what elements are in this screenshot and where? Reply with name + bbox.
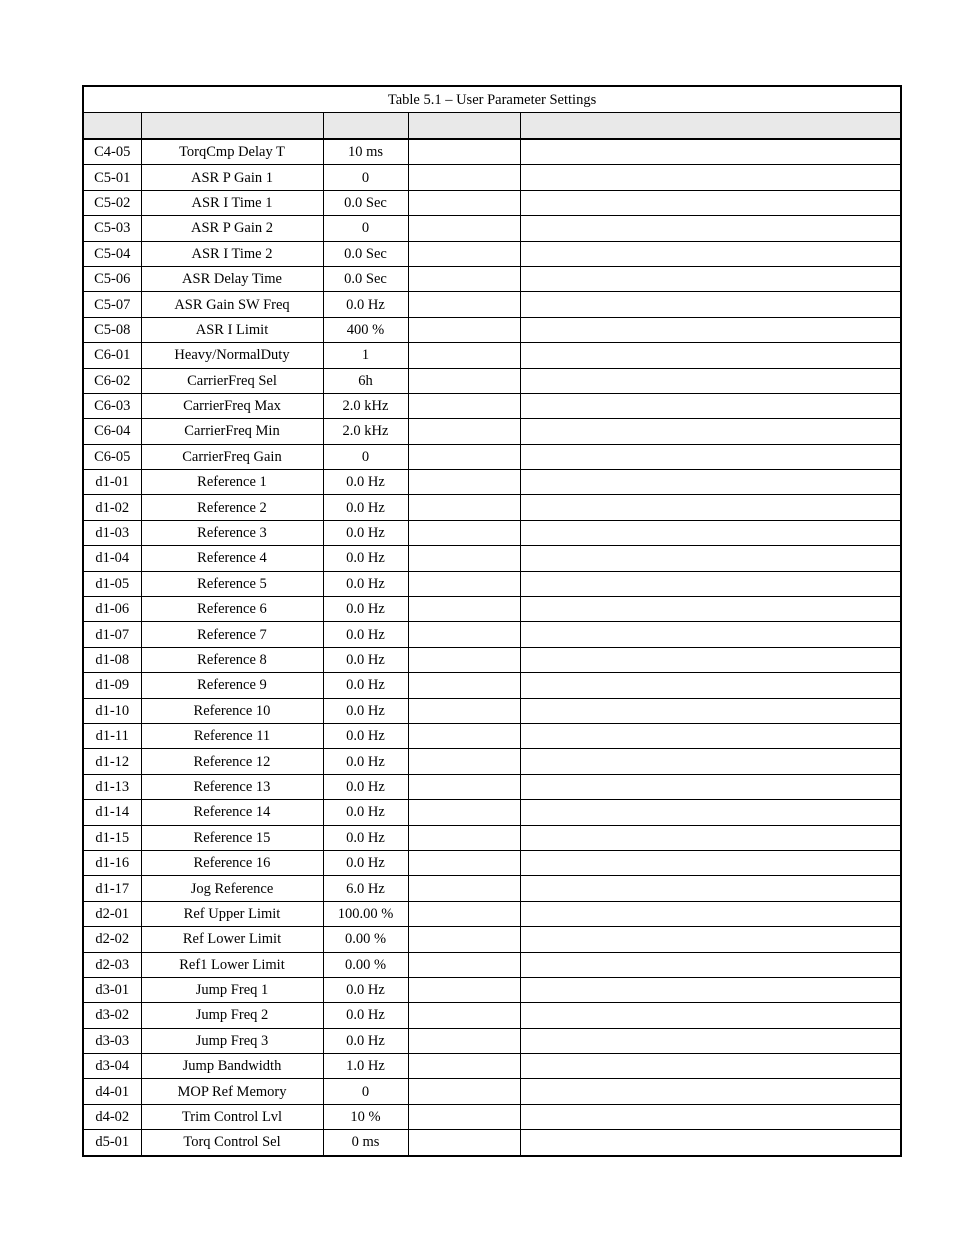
param-code-cell: C6-03: [83, 393, 141, 418]
param-code-cell: C4-05: [83, 139, 141, 165]
param-notes-cell: [520, 1054, 901, 1079]
table-row: [83, 393, 901, 418]
param-notes-cell: [520, 520, 901, 545]
param-name-cell: Ref1 Lower Limit: [141, 952, 323, 977]
param-default-cell: 10 %: [323, 1104, 408, 1129]
param-default-cell: 0.0 Hz: [323, 292, 408, 317]
param-name-cell: Reference 14: [141, 800, 323, 825]
table-row: [83, 1079, 901, 1104]
param-user-setting-cell: [408, 292, 520, 317]
param-code-cell: C5-08: [83, 317, 141, 342]
param-name-cell: Jog Reference: [141, 876, 323, 901]
param-code-cell: d1-11: [83, 723, 141, 748]
param-name-cell: ASR P Gain 2: [141, 216, 323, 241]
table-row: [83, 647, 901, 672]
param-user-setting-cell: [408, 520, 520, 545]
param-name-cell: Reference 3: [141, 520, 323, 545]
table-row: [83, 546, 901, 571]
table-row: [83, 698, 901, 723]
param-notes-cell: [520, 901, 901, 926]
param-code-cell: d1-13: [83, 774, 141, 799]
param-notes-cell: [520, 1003, 901, 1028]
param-notes-cell: [520, 876, 901, 901]
param-code-cell: d1-09: [83, 673, 141, 698]
table-row: [83, 825, 901, 850]
param-notes-cell: [520, 825, 901, 850]
param-notes-cell: [520, 241, 901, 266]
param-name-cell: ASR I Time 2: [141, 241, 323, 266]
table-row: [83, 952, 901, 977]
param-name-cell: Reference 2: [141, 495, 323, 520]
param-default-cell: 0.0 Hz: [323, 647, 408, 672]
param-default-cell: 0.0 Hz: [323, 1003, 408, 1028]
param-name-cell: TorqCmp Delay T: [141, 139, 323, 165]
table-row: [83, 165, 901, 190]
param-default-cell: 0.0 Hz: [323, 698, 408, 723]
param-name-cell: Reference 16: [141, 850, 323, 875]
param-notes-cell: [520, 393, 901, 418]
param-user-setting-cell: [408, 825, 520, 850]
header-cell: [520, 113, 901, 140]
param-default-cell: 1: [323, 343, 408, 368]
param-user-setting-cell: [408, 800, 520, 825]
table-row: [83, 597, 901, 622]
param-code-cell: d2-01: [83, 901, 141, 926]
param-user-setting-cell: [408, 850, 520, 875]
param-notes-cell: [520, 1130, 901, 1156]
table-row: [83, 470, 901, 495]
param-name-cell: Reference 10: [141, 698, 323, 723]
param-name-cell: Trim Control Lvl: [141, 1104, 323, 1129]
param-user-setting-cell: [408, 673, 520, 698]
table-row: [83, 1104, 901, 1129]
param-name-cell: ASR Delay Time: [141, 266, 323, 291]
param-name-cell: Reference 7: [141, 622, 323, 647]
param-user-setting-cell: [408, 774, 520, 799]
param-user-setting-cell: [408, 1028, 520, 1053]
table-row: [83, 723, 901, 748]
param-default-cell: 0.0 Hz: [323, 1028, 408, 1053]
param-user-setting-cell: [408, 393, 520, 418]
param-name-cell: Reference 1: [141, 470, 323, 495]
table-row: [83, 800, 901, 825]
param-default-cell: 0.0 Hz: [323, 597, 408, 622]
param-user-setting-cell: [408, 266, 520, 291]
param-code-cell: d1-08: [83, 647, 141, 672]
param-code-cell: d1-06: [83, 597, 141, 622]
param-default-cell: 0: [323, 165, 408, 190]
param-default-cell: 0.0 Hz: [323, 520, 408, 545]
param-user-setting-cell: [408, 698, 520, 723]
table-row: [83, 317, 901, 342]
param-notes-cell: [520, 571, 901, 596]
param-notes-cell: [520, 927, 901, 952]
param-default-cell: 0.0 Hz: [323, 470, 408, 495]
table-row: [83, 419, 901, 444]
param-code-cell: C6-04: [83, 419, 141, 444]
table-row: [83, 977, 901, 1002]
param-user-setting-cell: [408, 1054, 520, 1079]
param-user-setting-cell: [408, 317, 520, 342]
param-code-cell: d1-12: [83, 749, 141, 774]
param-name-cell: Ref Lower Limit: [141, 927, 323, 952]
param-user-setting-cell: [408, 216, 520, 241]
param-user-setting-cell: [408, 470, 520, 495]
param-user-setting-cell: [408, 876, 520, 901]
param-default-cell: 0.0 Sec: [323, 266, 408, 291]
param-user-setting-cell: [408, 952, 520, 977]
param-code-cell: d1-15: [83, 825, 141, 850]
table-row: [83, 1003, 901, 1028]
param-default-cell: 0.0 Hz: [323, 571, 408, 596]
param-default-cell: 6.0 Hz: [323, 876, 408, 901]
param-user-setting-cell: [408, 1104, 520, 1129]
param-notes-cell: [520, 723, 901, 748]
param-notes-cell: [520, 444, 901, 469]
param-default-cell: 0.0 Hz: [323, 622, 408, 647]
table-row: [83, 622, 901, 647]
param-name-cell: Jump Freq 2: [141, 1003, 323, 1028]
param-user-setting-cell: [408, 139, 520, 165]
table-row: [83, 292, 901, 317]
param-name-cell: Reference 9: [141, 673, 323, 698]
param-notes-cell: [520, 139, 901, 165]
param-code-cell: d2-03: [83, 952, 141, 977]
param-name-cell: CarrierFreq Max: [141, 393, 323, 418]
param-name-cell: Reference 4: [141, 546, 323, 571]
param-code-cell: d3-01: [83, 977, 141, 1002]
header-cell: [83, 113, 141, 140]
param-user-setting-cell: [408, 1130, 520, 1156]
param-code-cell: d1-17: [83, 876, 141, 901]
param-default-cell: 0.0 Hz: [323, 774, 408, 799]
param-notes-cell: [520, 622, 901, 647]
param-user-setting-cell: [408, 546, 520, 571]
param-default-cell: 0: [323, 1079, 408, 1104]
param-notes-cell: [520, 343, 901, 368]
param-code-cell: d1-05: [83, 571, 141, 596]
param-name-cell: Reference 13: [141, 774, 323, 799]
param-name-cell: ASR Gain SW Freq: [141, 292, 323, 317]
header-cell: [408, 113, 520, 140]
param-notes-cell: [520, 495, 901, 520]
table-row: [83, 1028, 901, 1053]
param-user-setting-cell: [408, 190, 520, 215]
table-title: Table 5.1 – User Parameter Settings: [83, 86, 901, 113]
param-code-cell: d5-01: [83, 1130, 141, 1156]
param-notes-cell: [520, 419, 901, 444]
param-default-cell: 0.0 Hz: [323, 850, 408, 875]
param-default-cell: 100.00 %: [323, 901, 408, 926]
param-default-cell: 0.0 Hz: [323, 749, 408, 774]
param-code-cell: d1-14: [83, 800, 141, 825]
param-default-cell: 0: [323, 216, 408, 241]
header-cell: [141, 113, 323, 140]
table-row: [83, 901, 901, 926]
param-user-setting-cell: [408, 927, 520, 952]
param-default-cell: 2.0 kHz: [323, 393, 408, 418]
param-user-setting-cell: [408, 977, 520, 1002]
param-code-cell: C5-02: [83, 190, 141, 215]
table-row: [83, 190, 901, 215]
param-user-setting-cell: [408, 241, 520, 266]
table-row: [83, 241, 901, 266]
param-notes-cell: [520, 470, 901, 495]
param-notes-cell: [520, 368, 901, 393]
param-code-cell: d3-02: [83, 1003, 141, 1028]
param-name-cell: ASR I Limit: [141, 317, 323, 342]
header-cell: [323, 113, 408, 140]
param-notes-cell: [520, 317, 901, 342]
param-default-cell: 0.0 Sec: [323, 190, 408, 215]
param-code-cell: C6-01: [83, 343, 141, 368]
parameter-table: [82, 85, 902, 1157]
param-default-cell: 2.0 kHz: [323, 419, 408, 444]
param-notes-cell: [520, 673, 901, 698]
param-code-cell: C5-06: [83, 266, 141, 291]
table-row: [83, 368, 901, 393]
param-notes-cell: [520, 952, 901, 977]
table-header-row: [83, 113, 901, 140]
param-default-cell: 0.0 Hz: [323, 546, 408, 571]
param-code-cell: C5-01: [83, 165, 141, 190]
table-row: [83, 444, 901, 469]
param-user-setting-cell: [408, 622, 520, 647]
param-notes-cell: [520, 1028, 901, 1053]
param-code-cell: d1-16: [83, 850, 141, 875]
table-row: [83, 850, 901, 875]
param-default-cell: 1.0 Hz: [323, 1054, 408, 1079]
param-name-cell: CarrierFreq Sel: [141, 368, 323, 393]
param-notes-cell: [520, 977, 901, 1002]
param-default-cell: 0.00 %: [323, 952, 408, 977]
param-name-cell: Reference 15: [141, 825, 323, 850]
param-notes-cell: [520, 647, 901, 672]
param-code-cell: d1-03: [83, 520, 141, 545]
param-name-cell: Reference 8: [141, 647, 323, 672]
param-name-cell: ASR P Gain 1: [141, 165, 323, 190]
param-name-cell: CarrierFreq Min: [141, 419, 323, 444]
param-user-setting-cell: [408, 647, 520, 672]
param-code-cell: d1-04: [83, 546, 141, 571]
param-code-cell: d4-01: [83, 1079, 141, 1104]
param-notes-cell: [520, 774, 901, 799]
table-row: [83, 571, 901, 596]
param-name-cell: Jump Freq 3: [141, 1028, 323, 1053]
param-user-setting-cell: [408, 419, 520, 444]
param-code-cell: C6-05: [83, 444, 141, 469]
param-name-cell: CarrierFreq Gain: [141, 444, 323, 469]
param-default-cell: 0.0 Hz: [323, 673, 408, 698]
param-default-cell: 0.0 Hz: [323, 800, 408, 825]
table-row: [83, 343, 901, 368]
param-user-setting-cell: [408, 1003, 520, 1028]
param-name-cell: MOP Ref Memory: [141, 1079, 323, 1104]
param-default-cell: 0.0 Hz: [323, 495, 408, 520]
param-user-setting-cell: [408, 368, 520, 393]
param-code-cell: d1-10: [83, 698, 141, 723]
table-row: [83, 774, 901, 799]
param-code-cell: d3-03: [83, 1028, 141, 1053]
table-row: [83, 520, 901, 545]
param-name-cell: Jump Freq 1: [141, 977, 323, 1002]
param-user-setting-cell: [408, 749, 520, 774]
param-default-cell: 0 ms: [323, 1130, 408, 1156]
table-title-row: [83, 86, 901, 113]
param-default-cell: 400 %: [323, 317, 408, 342]
param-code-cell: d2-02: [83, 927, 141, 952]
param-notes-cell: [520, 698, 901, 723]
param-user-setting-cell: [408, 165, 520, 190]
param-user-setting-cell: [408, 444, 520, 469]
table-row: [83, 673, 901, 698]
table-row: [83, 876, 901, 901]
param-user-setting-cell: [408, 901, 520, 926]
param-notes-cell: [520, 1104, 901, 1129]
param-default-cell: 0.0 Hz: [323, 977, 408, 1002]
param-code-cell: d1-01: [83, 470, 141, 495]
param-default-cell: 10 ms: [323, 139, 408, 165]
param-default-cell: 0.0 Hz: [323, 825, 408, 850]
param-name-cell: Reference 11: [141, 723, 323, 748]
param-notes-cell: [520, 190, 901, 215]
param-code-cell: d3-04: [83, 1054, 141, 1079]
param-name-cell: Reference 6: [141, 597, 323, 622]
param-code-cell: d1-02: [83, 495, 141, 520]
table-row: [83, 495, 901, 520]
table-row: [83, 266, 901, 291]
table-row: [83, 139, 901, 165]
param-default-cell: 0.00 %: [323, 927, 408, 952]
table-row: [83, 927, 901, 952]
param-code-cell: C5-03: [83, 216, 141, 241]
param-name-cell: Ref Upper Limit: [141, 901, 323, 926]
param-name-cell: Reference 5: [141, 571, 323, 596]
table-row: [83, 1054, 901, 1079]
param-notes-cell: [520, 216, 901, 241]
param-notes-cell: [520, 749, 901, 774]
param-code-cell: C5-07: [83, 292, 141, 317]
param-default-cell: 0.0 Sec: [323, 241, 408, 266]
param-name-cell: Torq Control Sel: [141, 1130, 323, 1156]
param-notes-cell: [520, 800, 901, 825]
param-user-setting-cell: [408, 723, 520, 748]
param-notes-cell: [520, 597, 901, 622]
param-default-cell: 6h: [323, 368, 408, 393]
table-row: [83, 749, 901, 774]
param-code-cell: d4-02: [83, 1104, 141, 1129]
param-notes-cell: [520, 850, 901, 875]
param-notes-cell: [520, 546, 901, 571]
param-user-setting-cell: [408, 597, 520, 622]
param-user-setting-cell: [408, 571, 520, 596]
param-code-cell: C5-04: [83, 241, 141, 266]
param-name-cell: ASR I Time 1: [141, 190, 323, 215]
param-code-cell: d1-07: [83, 622, 141, 647]
param-code-cell: C6-02: [83, 368, 141, 393]
param-user-setting-cell: [408, 495, 520, 520]
table-row: [83, 1130, 901, 1156]
param-default-cell: 0: [323, 444, 408, 469]
param-name-cell: Heavy/NormalDuty: [141, 343, 323, 368]
param-user-setting-cell: [408, 343, 520, 368]
param-notes-cell: [520, 266, 901, 291]
param-default-cell: 0.0 Hz: [323, 723, 408, 748]
param-notes-cell: [520, 1079, 901, 1104]
param-name-cell: Reference 12: [141, 749, 323, 774]
param-user-setting-cell: [408, 1079, 520, 1104]
param-notes-cell: [520, 292, 901, 317]
table-row: [83, 216, 901, 241]
param-notes-cell: [520, 165, 901, 190]
param-name-cell: Jump Bandwidth: [141, 1054, 323, 1079]
